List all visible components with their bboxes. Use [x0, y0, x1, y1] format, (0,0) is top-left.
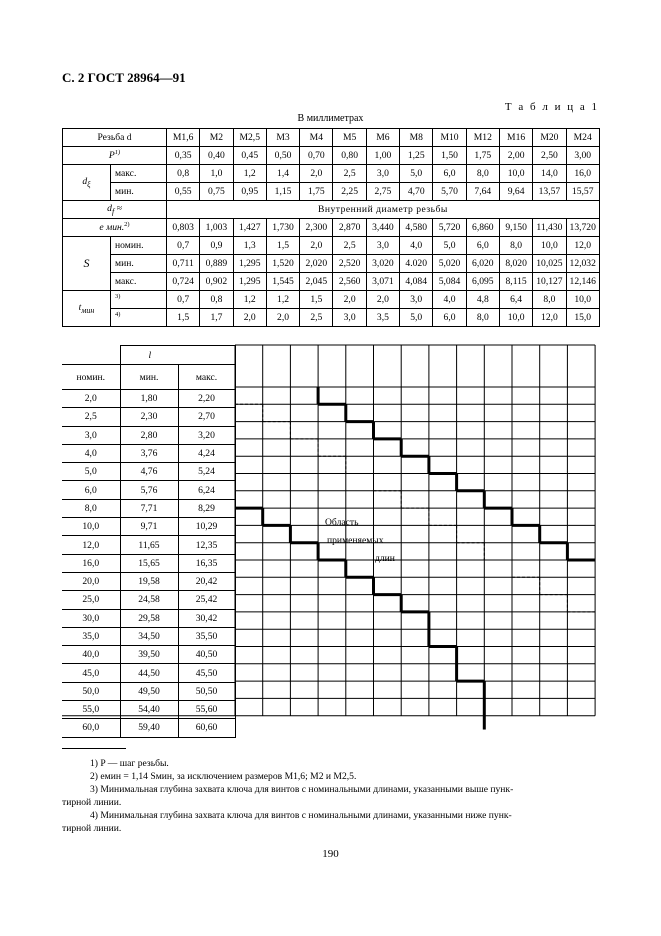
- s-nom-cell: 12,0: [566, 237, 599, 255]
- s-max-cell: 3,071: [366, 273, 399, 291]
- length-nom-cell: 55,0: [62, 701, 120, 719]
- t3-cell: 1,2: [266, 291, 299, 309]
- table-row: [63, 201, 600, 219]
- length-max-cell: 12,35: [178, 536, 235, 554]
- s-min-cell: 12,032: [566, 255, 599, 273]
- max-label: макс.: [111, 165, 167, 183]
- length-max-cell: 3,20: [178, 426, 235, 444]
- table-row: [63, 147, 600, 165]
- table-row: [63, 309, 600, 327]
- l-label: l: [120, 346, 235, 365]
- length-min-cell: 4,76: [120, 463, 178, 481]
- pitch-cell: 2,00: [499, 147, 532, 165]
- s-nom-cell: 2,0: [300, 237, 333, 255]
- s-min-cell: 4.020: [400, 255, 433, 273]
- ds-max-cell: 0,8: [167, 165, 200, 183]
- length-max-cell: 8,29: [178, 499, 235, 517]
- s-max-cell: 6,095: [466, 273, 499, 291]
- length-min-cell: 44,50: [120, 664, 178, 682]
- s-max-cell: 2,045: [300, 273, 333, 291]
- table-row: [62, 463, 235, 481]
- s-min-cell: 1,520: [266, 255, 299, 273]
- length-min-cell: 9,71: [120, 518, 178, 536]
- s-nom-cell: 4,0: [400, 237, 433, 255]
- length-min-cell: 34,50: [120, 627, 178, 645]
- ds-min-cell: 5,70: [433, 183, 466, 201]
- length-min-cell: 54,40: [120, 701, 178, 719]
- table-row: [62, 536, 235, 554]
- pitch-label: $P^{1)}$: [63, 147, 167, 165]
- ds-min-cell: 4,70: [400, 183, 433, 201]
- t3-cell: 6,4: [499, 291, 532, 309]
- t4-cell: 2,5: [300, 309, 333, 327]
- footnotes: [62, 757, 599, 835]
- table-row: [62, 609, 235, 627]
- t4-cell: 2,0: [233, 309, 266, 327]
- t3-cell: 1,2: [233, 291, 266, 309]
- s-nom-cell: 1,5: [266, 237, 299, 255]
- t3-cell: 0,8: [200, 291, 233, 309]
- s-max-cell: 0,724: [167, 273, 200, 291]
- e-cell: 0,803: [167, 219, 200, 237]
- s-min-cell: 3,020: [366, 255, 399, 273]
- e-cell: 11,430: [533, 219, 566, 237]
- pitch-cell: 0,45: [233, 147, 266, 165]
- ds-max-cell: 2,5: [333, 165, 366, 183]
- t3-cell: 0,7: [167, 291, 200, 309]
- t4-cell: 6,0: [433, 309, 466, 327]
- ds-max-cell: 2,0: [300, 165, 333, 183]
- ds-max-cell: 16,0: [566, 165, 599, 183]
- length-max-cell: 6,24: [178, 481, 235, 499]
- table-row: [63, 183, 600, 201]
- area-text-2: применяемых: [327, 535, 384, 546]
- s-min-cell: 8,020: [499, 255, 532, 273]
- length-nom-cell: 50,0: [62, 682, 120, 700]
- pitch-cell: 0,70: [300, 147, 333, 165]
- table-row: [62, 481, 235, 499]
- s-nom-cell: 0,9: [200, 237, 233, 255]
- df-value: Внутренний диаметр резьбы: [167, 201, 600, 219]
- e-cell: 13,720: [566, 219, 599, 237]
- s-max-cell: 1,545: [266, 273, 299, 291]
- ds-max-cell: 14,0: [533, 165, 566, 183]
- ds-max-cell: 3,0: [366, 165, 399, 183]
- table-row: [63, 219, 600, 237]
- table-row: [62, 664, 235, 682]
- t3-cell: 1,5: [300, 291, 333, 309]
- ds-min-cell: 1,75: [300, 183, 333, 201]
- length-max-cell: 50,50: [178, 682, 235, 700]
- length-min-cell: 7,71: [120, 499, 178, 517]
- length-nom-cell: 20,0: [62, 572, 120, 590]
- pitch-cell: 0,50: [266, 147, 299, 165]
- length-min-cell: 2,30: [120, 408, 178, 426]
- length-max-cell: 45,50: [178, 664, 235, 682]
- footnote-3b: тирной линии.: [62, 797, 122, 808]
- ds-min-cell: 7,64: [466, 183, 499, 201]
- s-min-cell: 2,520: [333, 255, 366, 273]
- pitch-cell: 3,00: [566, 147, 599, 165]
- length-min-cell: 59,40: [120, 719, 178, 737]
- size-cell: M16: [499, 129, 532, 147]
- e-cell: 9,150: [499, 219, 532, 237]
- e-cell: 4,580: [400, 219, 433, 237]
- size-cell: M6: [366, 129, 399, 147]
- length-nom-cell: 45,0: [62, 664, 120, 682]
- ds-min-cell: 15,57: [566, 183, 599, 201]
- pitch-cell: 1,50: [433, 147, 466, 165]
- t4-cell: 2,0: [266, 309, 299, 327]
- t4-cell: 12,0: [533, 309, 566, 327]
- length-nom-cell: 25,0: [62, 591, 120, 609]
- s-nom-cell: 0,7: [167, 237, 200, 255]
- length-nom-cell: 2,5: [62, 408, 120, 426]
- t-note-4: 4): [111, 309, 167, 327]
- s-max-cell: 0,902: [200, 273, 233, 291]
- footnote-4a: 4) Минимальная глубина захвата ключа для винтов с номинальными длинами, указанными ниже пунк-: [90, 810, 512, 821]
- e-cell: 6,860: [466, 219, 499, 237]
- table-row: [62, 701, 235, 719]
- page-number: 190: [322, 848, 339, 860]
- thread-table: [62, 128, 600, 327]
- ds-max-cell: 8,0: [466, 165, 499, 183]
- ds-min-cell: 2,75: [366, 183, 399, 201]
- length-min-cell: 5,76: [120, 481, 178, 499]
- t3-cell: 4,8: [466, 291, 499, 309]
- ds-max-cell: 5,0: [400, 165, 433, 183]
- t3-cell: 8,0: [533, 291, 566, 309]
- length-min-cell: 49,50: [120, 682, 178, 700]
- header-max: макс.: [178, 365, 235, 390]
- t4-cell: 8,0: [466, 309, 499, 327]
- pitch-cell: 0,35: [167, 147, 200, 165]
- s-nom-cell: 6,0: [466, 237, 499, 255]
- length-max-cell: 40,50: [178, 646, 235, 664]
- t3-cell: 3,0: [400, 291, 433, 309]
- pitch-cell: 1,75: [466, 147, 499, 165]
- e-cell: 2,300: [300, 219, 333, 237]
- s-min-cell: 0,889: [200, 255, 233, 273]
- t4-cell: 5,0: [400, 309, 433, 327]
- length-max-cell: 35,50: [178, 627, 235, 645]
- e-cell: 1,003: [200, 219, 233, 237]
- area-text-1: Область: [325, 517, 359, 528]
- length-max-cell: 5,24: [178, 463, 235, 481]
- s-nom-cell: 8,0: [499, 237, 532, 255]
- t4-cell: 10,0: [499, 309, 532, 327]
- size-cell: M4: [300, 129, 333, 147]
- length-nom-cell: 2,0: [62, 390, 120, 408]
- length-min-cell: 29,58: [120, 609, 178, 627]
- e-label: e мин.$^{2)}$: [63, 219, 167, 237]
- t3-cell: 4,0: [433, 291, 466, 309]
- s-min-cell: 2,020: [300, 255, 333, 273]
- length-table: [62, 345, 236, 738]
- thread-label: Резьба d: [63, 129, 167, 147]
- table-row: [62, 646, 235, 664]
- pitch-cell: 1,25: [400, 147, 433, 165]
- size-cell: M1,6: [167, 129, 200, 147]
- table-row: [63, 291, 600, 309]
- s-min-cell: 5,020: [433, 255, 466, 273]
- length-min-cell: 1,80: [120, 390, 178, 408]
- length-nom-cell: 5,0: [62, 463, 120, 481]
- size-cell: M24: [566, 129, 599, 147]
- length-min-cell: 2,80: [120, 426, 178, 444]
- table-row: [63, 165, 600, 183]
- pitch-cell: 0,40: [200, 147, 233, 165]
- table-title: Т а б л и ц а 1: [504, 101, 599, 113]
- s-min-cell: 1,295: [233, 255, 266, 273]
- length-max-cell: 30,42: [178, 609, 235, 627]
- size-cell: M5: [333, 129, 366, 147]
- table-row: [62, 627, 235, 645]
- length-max-cell: 2,70: [178, 408, 235, 426]
- length-nom-cell: 6,0: [62, 481, 120, 499]
- length-max-cell: 25,42: [178, 591, 235, 609]
- s-max-cell: 4,084: [400, 273, 433, 291]
- e-cell: 5,720: [433, 219, 466, 237]
- length-nom-cell: 16,0: [62, 554, 120, 572]
- e-cell: 2,870: [333, 219, 366, 237]
- length-nom-cell: 10,0: [62, 518, 120, 536]
- df-label: $d_f$ ≈: [63, 201, 167, 219]
- table-row: [62, 518, 235, 536]
- table-row: [62, 426, 235, 444]
- header-nom: номин.: [62, 365, 120, 390]
- table-row: [62, 390, 235, 408]
- ds-min-cell: 2,25: [333, 183, 366, 201]
- table-row: [63, 129, 600, 147]
- area-text-3: длин: [375, 553, 395, 564]
- length-nom-cell: 30,0: [62, 609, 120, 627]
- t-label: $t_{мин}$: [63, 291, 111, 327]
- t4-cell: 15,0: [566, 309, 599, 327]
- units-caption: В миллиметрах: [297, 113, 364, 124]
- size-cell: M12: [466, 129, 499, 147]
- size-cell: M2: [200, 129, 233, 147]
- pitch-cell: 1,00: [366, 147, 399, 165]
- length-max-cell: 55,60: [178, 701, 235, 719]
- length-max-cell: 60,60: [178, 719, 235, 737]
- size-cell: M3: [266, 129, 299, 147]
- footnote-4b: тирной линии.: [62, 823, 122, 834]
- ds-label: $d_\xi$: [63, 165, 111, 201]
- table-row: [62, 554, 235, 572]
- ds-min-cell: 1,15: [266, 183, 299, 201]
- s-max-cell: 2,560: [333, 273, 366, 291]
- e-cell: 1,730: [266, 219, 299, 237]
- ds-max-cell: 6,0: [433, 165, 466, 183]
- s-max-cell: 5,084: [433, 273, 466, 291]
- table-row: [62, 719, 235, 737]
- s-nom-cell: 10,0: [533, 237, 566, 255]
- footnote-3a: 3) Минимальная глубина захвата ключа для винтов с номинальными длинами, указанными выше пунк-: [90, 784, 514, 795]
- s-min-cell: 6,020: [466, 255, 499, 273]
- size-cell: M10: [433, 129, 466, 147]
- length-max-cell: 16,35: [178, 554, 235, 572]
- size-cell: M20: [533, 129, 566, 147]
- table-row: [62, 572, 235, 590]
- length-nom-cell: 35,0: [62, 627, 120, 645]
- s-min-cell: 10,025: [533, 255, 566, 273]
- ds-max-cell: 1,0: [200, 165, 233, 183]
- s-nom-cell: 1,3: [233, 237, 266, 255]
- size-cell: M2,5: [233, 129, 266, 147]
- table-row: [62, 499, 235, 517]
- length-min-cell: 24,58: [120, 591, 178, 609]
- ds-min-cell: 0,75: [200, 183, 233, 201]
- table-row: [62, 365, 235, 390]
- ds-min-cell: 0,55: [167, 183, 200, 201]
- table-row: [62, 444, 235, 462]
- length-nom-cell: 60,0: [62, 719, 120, 737]
- ds-max-cell: 10,0: [499, 165, 532, 183]
- length-max-cell: 2,20: [178, 390, 235, 408]
- s-nom-cell: 3,0: [366, 237, 399, 255]
- length-min-cell: 3,76: [120, 444, 178, 462]
- length-nom-cell: 40,0: [62, 646, 120, 664]
- ds-max-cell: 1,2: [233, 165, 266, 183]
- max-label: макс.: [111, 273, 167, 291]
- t3-cell: 10,0: [566, 291, 599, 309]
- s-label: S: [63, 237, 111, 291]
- ds-min-cell: 9,64: [499, 183, 532, 201]
- length-min-cell: 15,65: [120, 554, 178, 572]
- table-row: [62, 682, 235, 700]
- t4-cell: 3,0: [333, 309, 366, 327]
- ds-max-cell: 1,4: [266, 165, 299, 183]
- min-label: мин.: [111, 255, 167, 273]
- table-row: [62, 346, 235, 365]
- length-max-cell: 4,24: [178, 444, 235, 462]
- s-max-cell: 10,127: [533, 273, 566, 291]
- min-label: мин.: [111, 183, 167, 201]
- pitch-cell: 0,80: [333, 147, 366, 165]
- s-max-cell: 12,146: [566, 273, 599, 291]
- s-nom-cell: 5,0: [433, 237, 466, 255]
- t4-cell: 1,7: [200, 309, 233, 327]
- length-max-cell: 10,29: [178, 518, 235, 536]
- page-header: С. 2 ГОСТ 28964—91: [62, 70, 186, 85]
- ds-min-cell: 13,57: [533, 183, 566, 201]
- length-nom-cell: 12,0: [62, 536, 120, 554]
- size-cell: M8: [400, 129, 433, 147]
- length-min-cell: 39,50: [120, 646, 178, 664]
- length-min-cell: 19,58: [120, 572, 178, 590]
- footnote-2: 2) eмин = 1,14 Sмин, за исключением размеров M1,6; M2 и M2,5.: [90, 771, 357, 782]
- s-nom-cell: 2,5: [333, 237, 366, 255]
- table-row: [62, 408, 235, 426]
- length-min-cell: 11,65: [120, 536, 178, 554]
- s-max-cell: 8,115: [499, 273, 532, 291]
- e-cell: 3,440: [366, 219, 399, 237]
- header-min: мин.: [120, 365, 178, 390]
- t3-cell: 2,0: [366, 291, 399, 309]
- s-min-cell: 0,711: [167, 255, 200, 273]
- length-max-cell: 20,42: [178, 572, 235, 590]
- table-row: [63, 237, 600, 255]
- t-note-3: 3): [111, 291, 167, 309]
- length-nom-cell: 8,0: [62, 499, 120, 517]
- e-cell: 1,427: [233, 219, 266, 237]
- footnote-1: 1) P — шаг резьбы.: [90, 758, 169, 769]
- s-max-cell: 1,295: [233, 273, 266, 291]
- t4-cell: 1,5: [167, 309, 200, 327]
- table-row: [62, 591, 235, 609]
- nom-label: номин.: [111, 237, 167, 255]
- t4-cell: 3,5: [366, 309, 399, 327]
- t3-cell: 2,0: [333, 291, 366, 309]
- ds-min-cell: 0,95: [233, 183, 266, 201]
- table-row: [63, 273, 600, 291]
- table-row: [63, 255, 600, 273]
- pitch-cell: 2,50: [533, 147, 566, 165]
- length-nom-cell: 3,0: [62, 426, 120, 444]
- footnote-rule: [62, 748, 126, 749]
- length-nom-cell: 4,0: [62, 444, 120, 462]
